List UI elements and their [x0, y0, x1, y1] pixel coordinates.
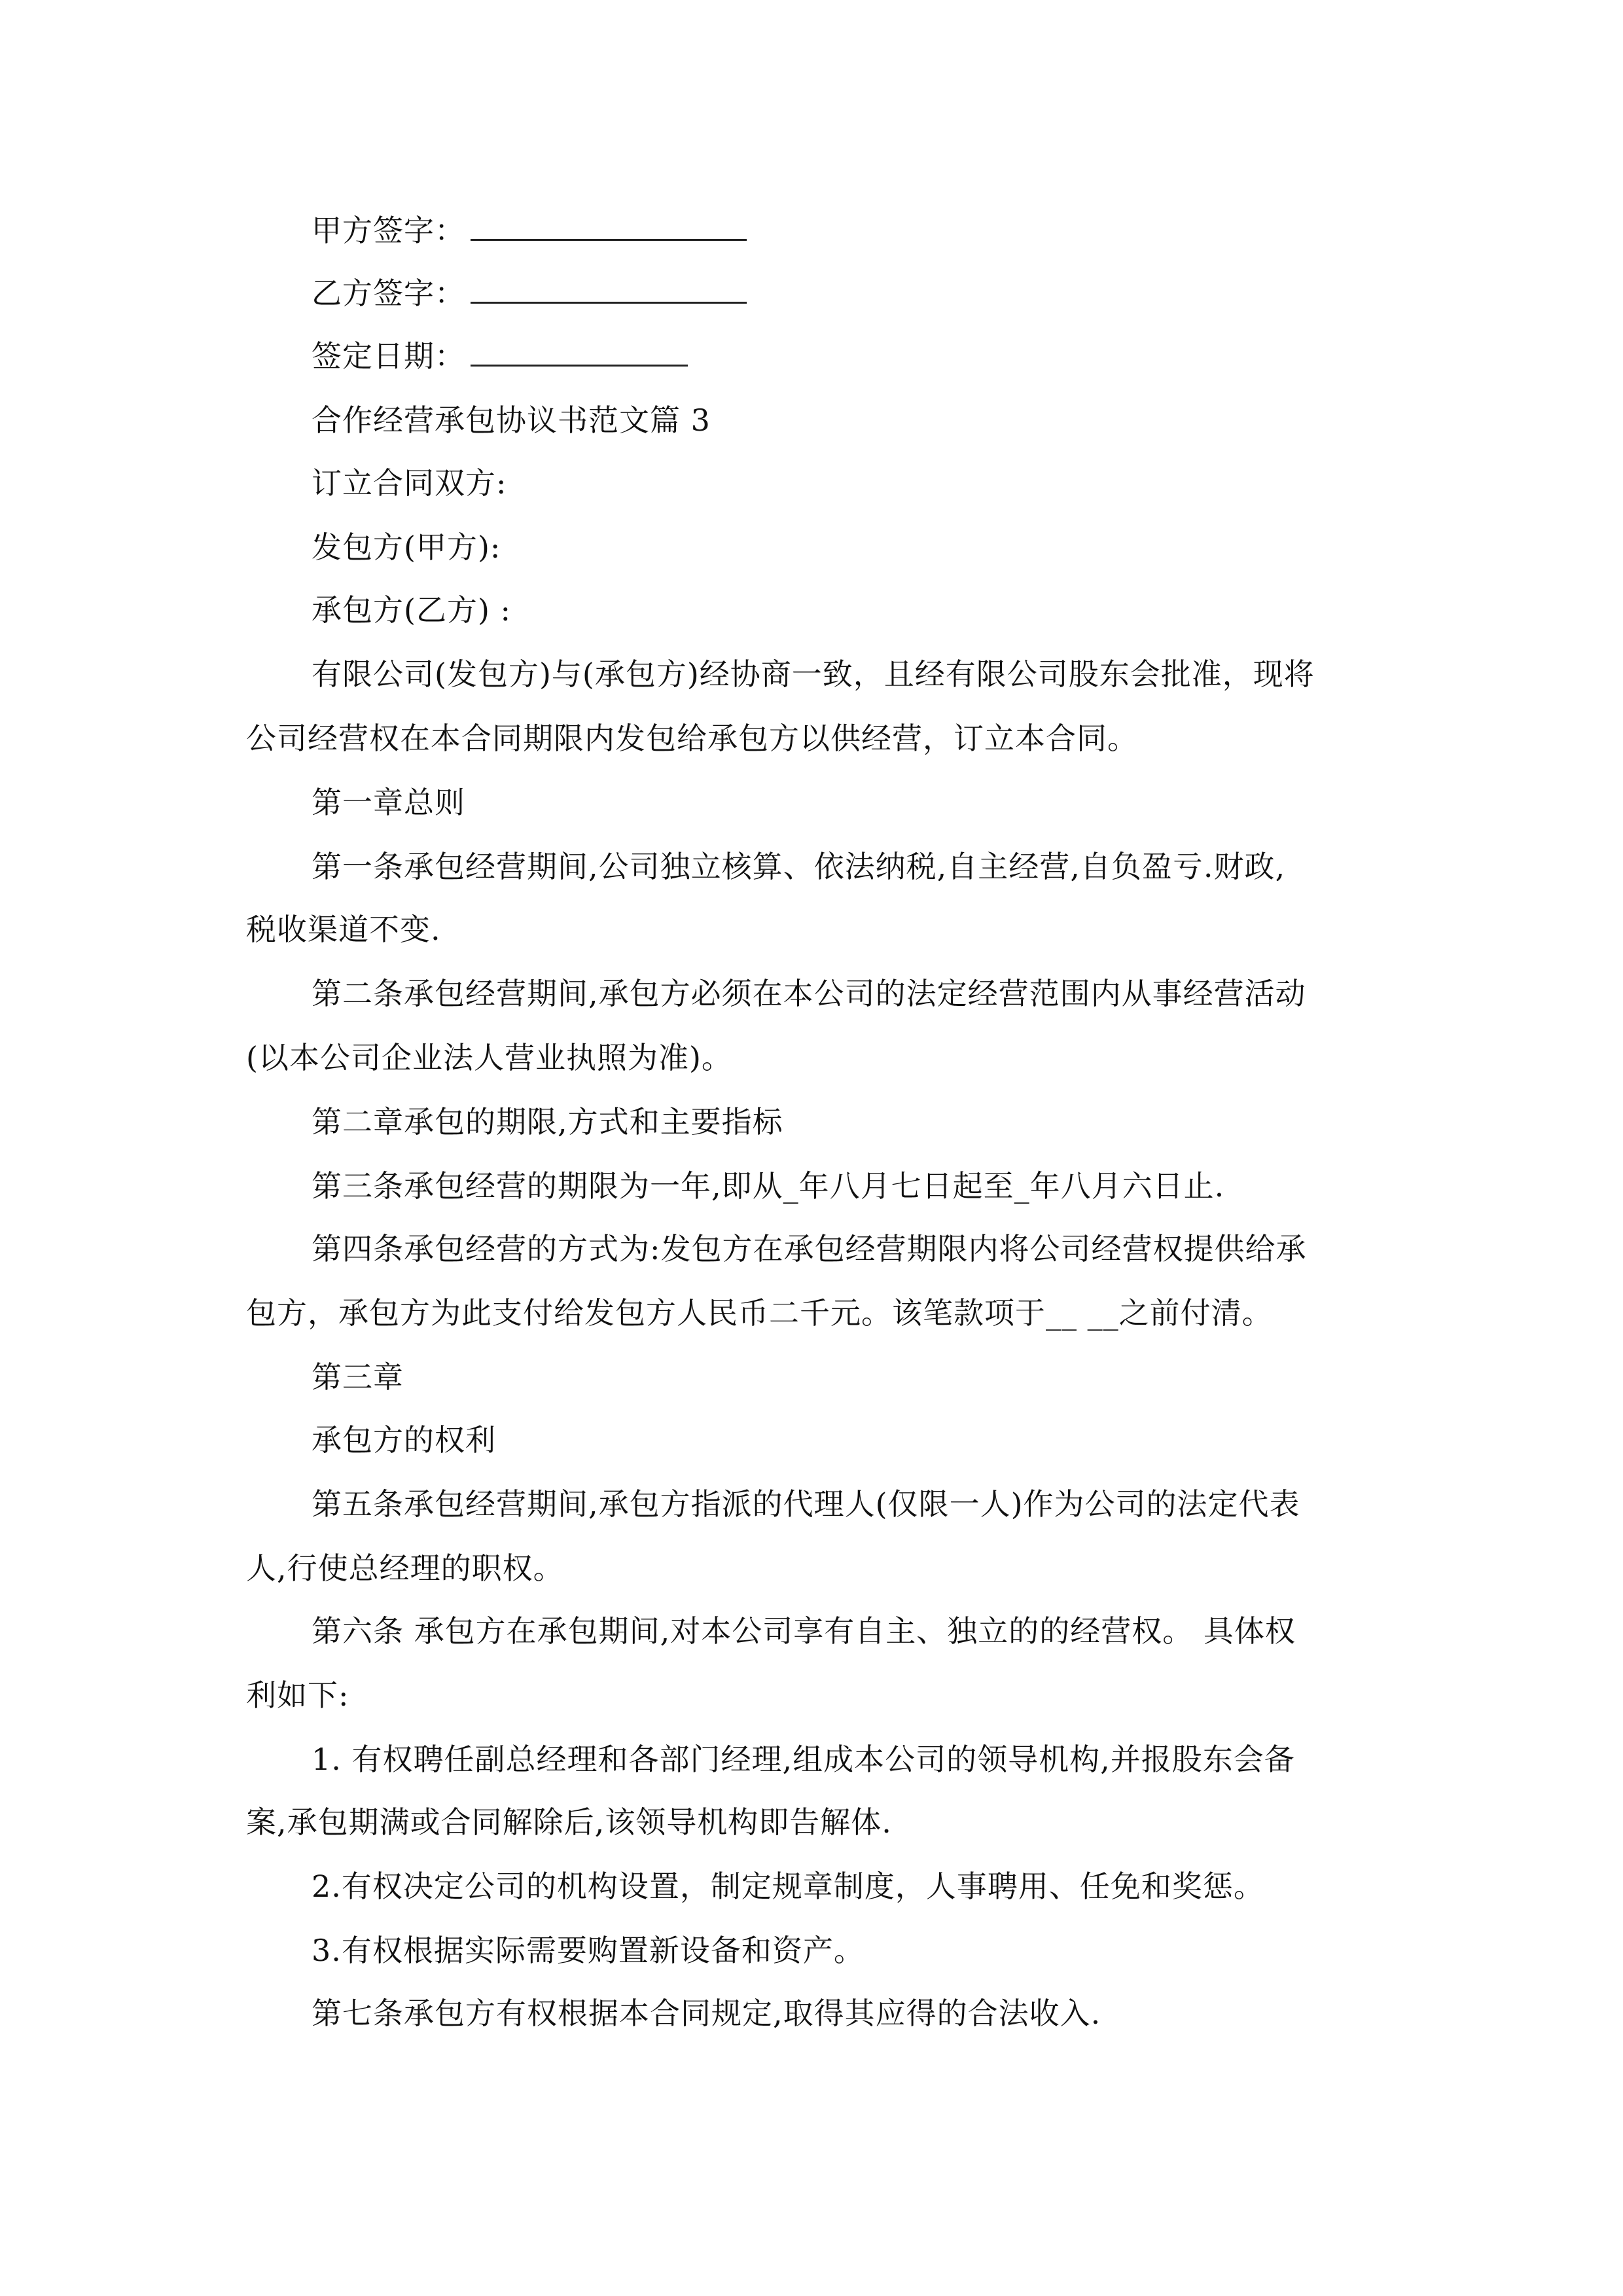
article6-line1: 第六条 承包方在承包期间,对本公司享有自主、独立的的经营权。 具体权 [312, 1613, 1296, 1649]
rights-item3: 3.有权根据实际需要购置新设备和资产。 [312, 1933, 865, 1968]
rights-item2: 2.有权决定公司的机构设置，制定规章制度，人事聘用、任免和奖惩。 [312, 1869, 1264, 1904]
chapter3-title: 承包方的权利 [312, 1422, 496, 1458]
chapter3-heading: 第三章 [312, 1359, 404, 1395]
signature-label-date: 签定日期： [312, 338, 465, 374]
chapter2-heading: 第二章承包的期限,方式和主要指标 [312, 1104, 783, 1139]
rights-item1-line2: 案,承包期满或合同解除后,该领导机构即告解体. [246, 1804, 892, 1840]
article1-line1: 第一条承包经营期间,公司独立核算、依法纳税,自主经营,自负盈亏.财政, [312, 849, 1286, 884]
article1-line2: 税收渠道不变. [246, 912, 441, 947]
signature-blank-party-b[interactable] [471, 274, 747, 304]
intro-paragraph-line1: 有限公司(发包方)与(承包方)经协商一致，且经有限公司股东会批准，现将 [312, 656, 1315, 692]
article7-line: 第七条承包方有权根据本合同规定,取得其应得的合法收入. [312, 1996, 1101, 2031]
parties-intro: 订立合同双方: [312, 465, 507, 501]
signature-label-party-b: 乙方签字： [312, 276, 465, 311]
article3-line: 第三条承包经营的期限为一年,即从_年八月七日起至_年八月六日止. [312, 1168, 1225, 1204]
signature-blank-date[interactable] [471, 337, 688, 367]
signature-blank-party-a[interactable] [471, 211, 747, 241]
document-heading: 合作经营承包协议书范文篇 3 [312, 403, 711, 438]
article2-line1: 第二条承包经营期间,承包方必须在本公司的法定经营范围内从事经营活动 [312, 976, 1306, 1011]
signature-line-party-a [312, 211, 1450, 250]
article4-line2: 包方，承包方为此支付给发包方人民币二千元。该笔款项于__ __之前付清。 [246, 1295, 1273, 1331]
article4-line1: 第四条承包经营的方式为:发包方在承包经营期限内将公司经营权提供给承 [312, 1231, 1307, 1266]
signature-line-party-b [312, 274, 1450, 313]
article5-line2: 人,行使总经理的职权。 [246, 1551, 564, 1586]
article5-line1: 第五条承包经营期间,承包方指派的代理人(仅限一人)作为公司的法定代表 [312, 1486, 1300, 1522]
party-b-line: 承包方(乙方) : [312, 592, 512, 628]
article2-line2: (以本公司企业法人营业执照为准)。 [246, 1040, 732, 1075]
party-a-line: 发包方(甲方): [312, 529, 501, 565]
signature-label-party-a: 甲方签字： [312, 213, 465, 248]
intro-paragraph-line2: 公司经营权在本合同期限内发包给承包方以供经营，订立本合同。 [246, 721, 1138, 756]
rights-item1-line1: 1. 有权聘任副总经理和各部门经理,组成本公司的领导机构,并报股东会备 [312, 1742, 1295, 1777]
article6-line2: 利如下: [246, 1677, 349, 1713]
signature-line-date [312, 336, 1450, 376]
chapter1-heading: 第一章总则 [312, 785, 465, 820]
